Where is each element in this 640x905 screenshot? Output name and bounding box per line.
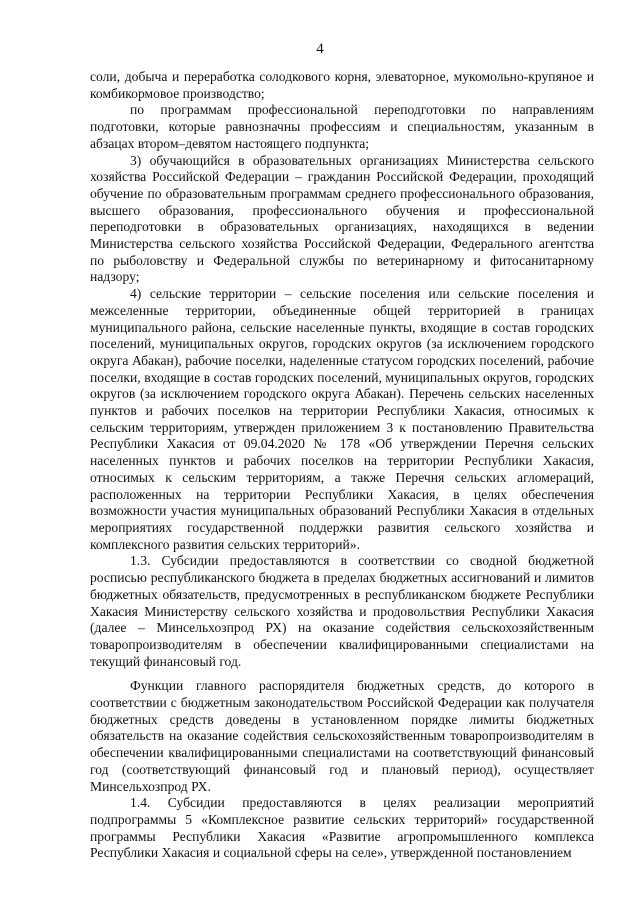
paragraph-definition-4: 4) сельские территории – сельские поселения или сельские поселения и межселенные территории, объединенные общей территорией в границах муниципального района, сельские населенные пункты, входящие в состав городских поселений, муниципальных округов, городских округов (за исключением городского округа Абакан), рабочие поселки, наделенные статусом городских поселений, рабочие поселки, входящие в состав городских поселений, муниципальных округов, городских округов (за исключением городского округа Абакан). Перечень сельских населенных пунктов и рабочих поселков на территории Республики Хакасия, относимых к сельским территориям, утвержден приложением 3 к постановлению Правительства Республики Хакасия от 09.04.2020 № 178 «Об утверждении Перечня сельских населенных пунктов и рабочих поселков на территории Республики Хакасия, относимых к сельским территориям, а также Перечня сельских агломераций, расположенных на территории Республики Хакасия, в целях обеспечения возможности участия муниципальных образований Республики Хакасия в отдельных мероприятиях государственной поддержки развития сельского хозяйства и комплексного развития сельских территорий». (90, 286, 594, 552)
paragraph-functions: Функции главного распорядителя бюджетных средств, до которого в соответствии с бюджетным законодательством Российской Федерации как получателя бюджетных средств доведены в установленном порядке лимиты бюджетных обязательств на оказание содействия сельскохозяйственным товаропроизводителям в обеспечении квалифицированными специалистами на соответствующий финансовый год (соответствующий финансовый год и плановый период), осуществляет Минсельхозпрод РХ. (90, 678, 594, 794)
paragraph-continuation: соли, добыча и переработка солодкового корня, элеваторное, мукомольно-крупяное и комбикормовое производство; (90, 69, 594, 101)
paragraph-1-4: 1.4. Субсидии предоставляются в целях реализации мероприятий подпрограммы 5 «Комплексное развитие сельских территорий» государственной программы Республики Хакасия «Развитие агропромышленного комплекса Республики Хакасия и социальной сферы на селе», утвержденной постановлением (90, 795, 594, 861)
paragraph-retraining: по программам профессиональной переподготовки по направлениям подготовки, которые равнозначны профессиям и специальностям, указанным в абзацах втором–девятом настоящего подпункта; (90, 102, 594, 151)
paragraph-definition-3: 3) обучающийся в образовательных организациях Министерства сельского хозяйства Российской Федерации – гражданин Российской Федерации, проходящий обучение по образовательным программам среднего профессионального образования, высшего образования, профессионального обучения и профессиональной переподготовки в образовательных организациях, находящихся в ведении Министерства сельского хозяйства Российской Федерации, Федерального агентства по рыболовству и Федеральной службы по ветеринарному и фитосанитарному надзору; (90, 152, 594, 285)
document-body (90, 69, 594, 862)
page-number: 4 (316, 41, 324, 57)
paragraph-1-3: 1.3. Субсидии предоставляются в соответствии со сводной бюджетной росписью республиканского бюджета в пределах бюджетных ассигнований и лимитов бюджетных обязательств, предусмотренных в республиканском бюджете Республики Хакасия Министерству сельского хозяйства и продовольствия Республики Хакасия (далее – Минсельхозпрод РХ) на оказание содействия сельскохозяйственным товаропроизводителям в обеспечении квалифицированными специалистами на текущий финансовый год. (90, 553, 594, 669)
